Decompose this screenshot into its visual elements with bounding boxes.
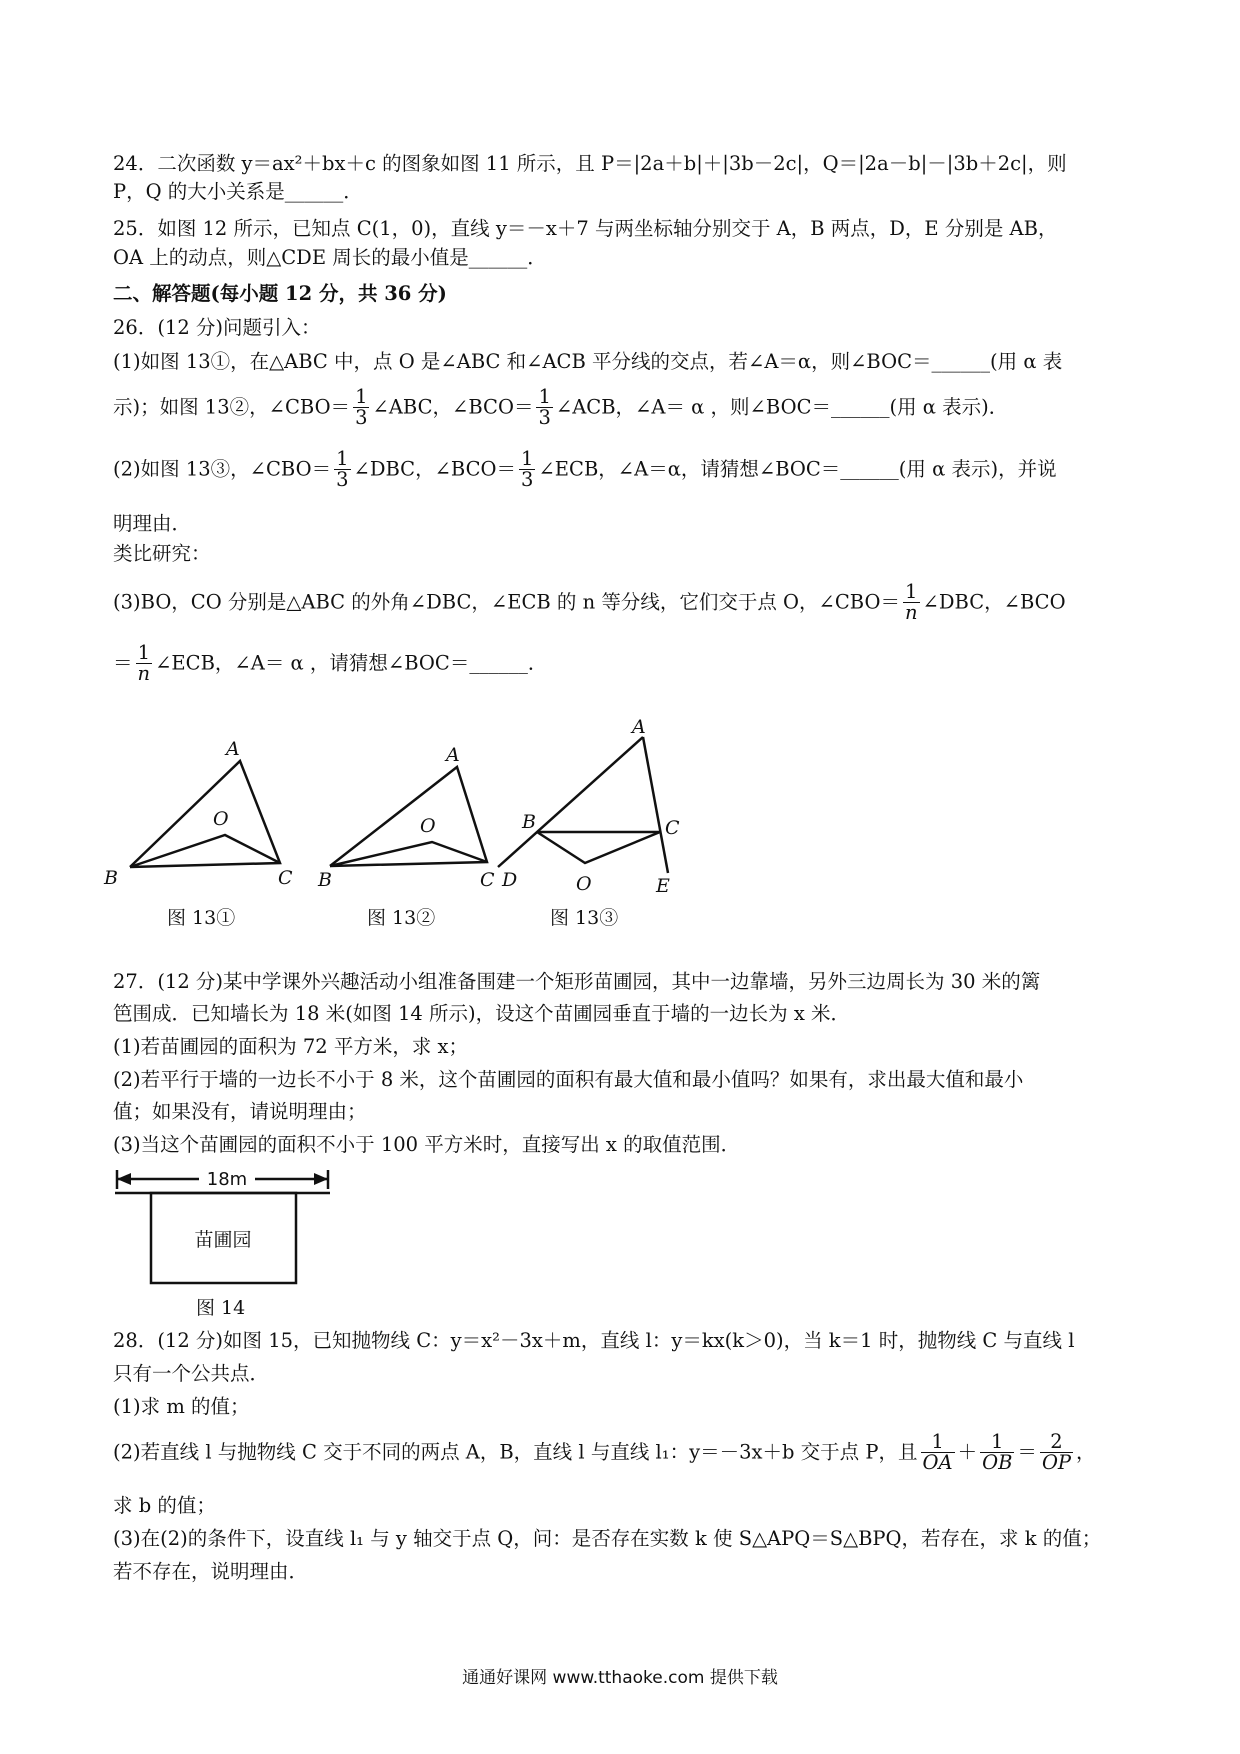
fraction-one-over-n [903, 582, 920, 624]
fraction-1-over-ob [980, 1432, 1014, 1474]
frac-den: 3 [355, 406, 368, 430]
q26-p3a-pre: (3)BO，CO 分别是△ABC 的外角∠DBC，∠ECB 的 n 等分线，它们交于点 O，∠CBO＝ [113, 590, 900, 614]
q26-p1b-mid1: ∠ABC，∠BCO＝ [372, 395, 534, 419]
q26-p2-mid1: ∠DBC，∠BCO＝ [353, 457, 517, 481]
triangle-abc-2 [330, 767, 487, 866]
q26-part3-line1 [113, 582, 1066, 624]
q26-part2-line1 [113, 449, 1057, 491]
fraction-2-over-op [1040, 1432, 1073, 1474]
q26-p2-mid2: ∠ECB，∠A＝α，请猜想∠BOC＝______(用 α 表示)，并说 [538, 457, 1057, 481]
frac-num: 2 [1040, 1432, 1073, 1453]
line-ac-extended [643, 737, 668, 873]
q28-part3-line2: 若不存在，说明理由． [113, 1560, 309, 1583]
section-heading: 二、解答题(每小题 12 分，共 36 分) [113, 282, 447, 305]
q27-part2-line2: 值；如果没有，请说明理由； [113, 1100, 367, 1123]
q26-p3a-mid: ∠DBC，∠BCO [922, 590, 1066, 614]
q26-part1-line2 [113, 387, 1008, 429]
label-b-3: B [522, 811, 536, 833]
frac-den: n [137, 662, 151, 686]
q28-p2-pre: (2)若直线 l 与抛物线 C 交于不同的两点 A，B，直线 l 与直线 l₁：y＝－3x＋b 交于点 P，且 [113, 1440, 918, 1464]
q26-p2-pre: (2)如图 13③，∠CBO＝ [113, 457, 332, 481]
fraction-one-over-n [136, 643, 153, 685]
fraction-one-third [519, 449, 535, 491]
frac-num: 1 [521, 447, 534, 470]
frac-den: OA [922, 1451, 953, 1475]
q24-line1 [113, 150, 1067, 178]
frac-den: OP [1041, 1451, 1072, 1475]
q26-p1b-pre: 示)；如图 13②，∠CBO＝ [113, 395, 351, 419]
fraction-one-third [334, 449, 350, 491]
q27-part2-line1: (2)若平行于墙的一边长不小于 8 米，这个苗圃园的面积有最大值和最小值吗？如果有，求出最大值和最小 [113, 1068, 1024, 1091]
frac-den: 3 [521, 468, 534, 492]
q26-p3b-mid: ∠ECB，∠A＝ α ，请猜想∠BOC＝______． [155, 651, 548, 675]
q25-line1: 25．如图 12 所示，已知点 C(1，0)，直线 y＝－x＋7 与两坐标轴分别交于 A，B 两点，D，E 分别是 AB， [113, 217, 1058, 240]
figure-13 [100, 715, 720, 905]
label-o-2: O [420, 815, 436, 837]
q24-number: 24． [113, 152, 158, 175]
q26-p1b-mid2: ∠ACB，∠A＝ α ，则∠BOC＝______(用 α 表示)． [555, 395, 1009, 419]
label-d-3: D [502, 869, 518, 891]
q28-part2-line2: 求 b 的值； [113, 1494, 216, 1517]
frac-den: n [904, 601, 918, 625]
fraction-one-third [353, 387, 369, 429]
caption-fig13-2: 图 13② [367, 907, 436, 929]
caption-fig14: 图 14 [196, 1297, 246, 1319]
frac-num: 1 [538, 385, 551, 408]
fraction-one-third [536, 387, 552, 429]
footer: 通通好课网 www.tthaoke.com 提供下载 [462, 1668, 778, 1688]
q25-line2: OA 上的动点，则△CDE 周长的最小值是______． [113, 246, 547, 269]
caption-fig13-3: 图 13③ [550, 907, 619, 929]
frac-den: OB [982, 1451, 1013, 1475]
label-b-1: B [104, 867, 118, 889]
q28-part1: (1)求 m 的值； [113, 1395, 250, 1418]
q26-title: 26．(12 分)问题引入： [113, 316, 321, 339]
frac-den: 3 [538, 406, 551, 430]
label-o-1: O [213, 808, 229, 830]
q28-line2: 只有一个公共点． [113, 1362, 270, 1385]
label-c-2: C [480, 869, 495, 891]
caption-fig13-1: 图 13① [167, 907, 236, 929]
exterior-bisectors-3 [537, 832, 660, 863]
q26-part2-line2: 明理由． [113, 512, 192, 535]
garden-label: 苗圃园 [194, 1229, 252, 1251]
frac-num: 1 [903, 582, 920, 603]
q28-line1: 28．(12 分)如图 15，已知抛物线 C：y＝x²－3x＋m，直线 l：y＝kx(k＞0)，当 k＝1 时，抛物线 C 与直线 l [113, 1329, 1075, 1352]
frac-num: 1 [355, 385, 368, 408]
label-a-2: A [446, 744, 460, 766]
label-c-3: C [665, 817, 680, 839]
arrow-right-head [314, 1173, 328, 1185]
figure-14 [105, 1165, 345, 1290]
q27-line2: 笆围成．已知墙长为 18 米(如图 14 所示)，设这个苗圃园垂直于墙的一边长为 x 米． [113, 1002, 851, 1025]
q28-part2-line1: (2)若直线 l 与抛物线 C 交于不同的两点 A，B，直线 l 与直线 l₁：y＝－3x＋b 交于点 P，且 $\frac{1}{OA}$ ＋ $\frac{1}{OB}$ ＝ $\frac{2}{OP}$ ， [113, 1430, 1096, 1475]
fraction-1-over-oa [921, 1432, 955, 1474]
label-c-1: C [278, 867, 293, 889]
label-a-1: A [226, 738, 240, 760]
label-e-3: E [656, 875, 670, 897]
frac-num: 1 [921, 1432, 955, 1453]
q26-analog-heading: 类比研究： [113, 542, 211, 565]
wall-length-label: 18m [206, 1169, 248, 1190]
frac-num: 1 [980, 1432, 1014, 1453]
label-o-3: O [576, 873, 592, 895]
frac-num: 1 [336, 447, 349, 470]
arrow-left-head [117, 1173, 131, 1185]
q27-part1: (1)若苗圃园的面积为 72 平方米，求 x； [113, 1035, 469, 1058]
label-a-3: A [632, 716, 646, 738]
q26-p3b-pre: ＝ [113, 651, 133, 675]
frac-num: 1 [136, 643, 153, 664]
q24-text: 二次函数 y＝ax²＋bx＋c 的图象如图 11 所示，且 P＝|2a＋b|＋|3b－2c|，Q＝|2a－b|－|3b＋2c|，则 [157, 152, 1067, 175]
label-b-2: B [318, 869, 332, 891]
q27-part3: (3)当这个苗圃园的面积不小于 100 平方米时，直接写出 x 的取值范围． [113, 1133, 741, 1156]
q26-part1-line1: (1)如图 13①，在△ABC 中，点 O 是∠ABC 和∠ACB 平分线的交点，若∠A＝α，则∠BOC＝______(用 α 表 [113, 350, 1063, 373]
q27-line1: 27．(12 分)某中学课外兴趣活动小组准备围建一个矩形苗圃园，其中一边靠墙，另外三边周长为 30 米的篱 [113, 970, 1041, 993]
frac-den: 3 [336, 468, 349, 492]
q24-line2: P，Q 的大小关系是______． [113, 180, 363, 203]
q26-part3-line2 [113, 643, 547, 685]
q28-part3-line1: (3)在(2)的条件下，设直线 l₁ 与 y 轴交于点 Q，问：是否存在实数 k 使 S△APQ＝S△BPQ，若存在，求 k 的值； [113, 1527, 1102, 1550]
bisectors-1 [130, 835, 280, 867]
